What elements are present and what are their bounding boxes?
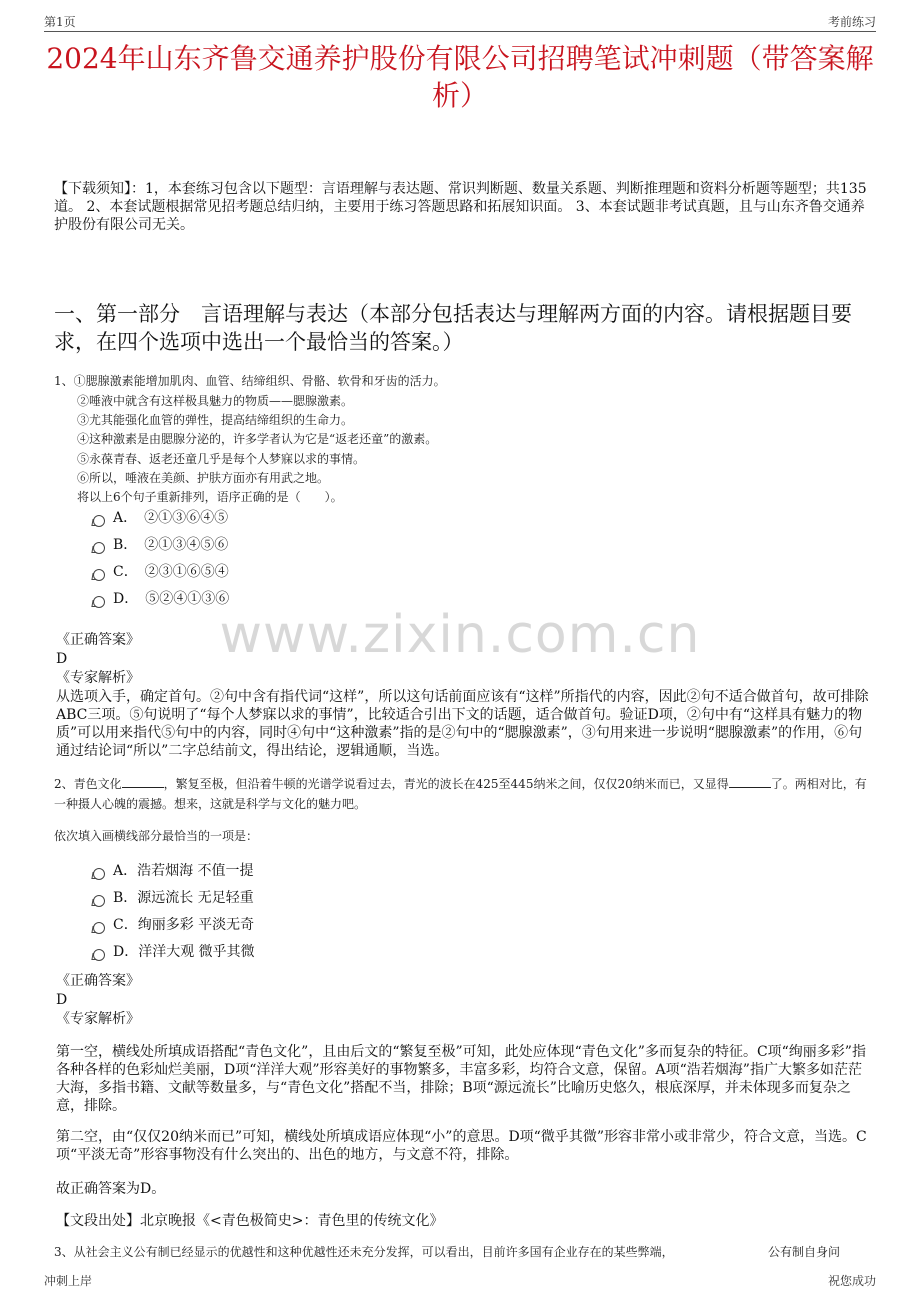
option-label: D． ⑤②④①③⑥: [113, 591, 230, 607]
option-label: C．绚丽多彩 平淡无奇: [113, 917, 255, 933]
q1-analysis-label: 《专家解析》: [56, 670, 140, 686]
question-3-tail: 公有制自身问: [768, 1245, 841, 1259]
option-label: B．源远流长 无足轻重: [113, 890, 254, 906]
option-label: C． ②③①⑥⑤④: [113, 564, 229, 580]
q2-analysis-para-3: 故正确答案为D。: [56, 1181, 166, 1197]
q1-option-b[interactable]: [93, 535, 228, 555]
radio-icon[interactable]: [93, 569, 105, 581]
radio-icon[interactable]: [93, 922, 105, 934]
download-notice: 【下载须知】：1，本套练习包含以下题型：言语理解与表达题、常识判断题、数量关系题、判断推理题和资料分析题等题型；共135道。 2、本套试题根据常见招考题总结归纳，主要用于练习答题思路和拓展知识面。 3、本套试题非考试真题，且与山东齐鲁交通养护股份有限公司无关。: [54, 181, 867, 233]
question-2-prompt: 依次填入画横线部分最恰当的一项是：: [54, 829, 259, 843]
q2-answer-label: 《正确答案》: [56, 973, 140, 989]
question-1-line-1: 1、①腮腺激素能增加肌肉、血管、结缔组织、骨骼、软骨和牙齿的活力。: [54, 374, 446, 388]
question-3-stem: 3、从社会主义公有制已经显示的优越性和这种优越性还未充分发挥，可以看出，目前许多国有企业存在的某些弊端，: [54, 1245, 674, 1259]
q2-answer: D: [56, 992, 68, 1008]
fill-blank-2: [729, 776, 771, 788]
q2-analysis-label: 《专家解析》: [56, 1011, 140, 1027]
q1-analysis: 从选项入手，确定首句。②句中含有指代词“这样”，所以这句话前面应该有“这样”所指代的内容，因此②句不适合做首句，故可排除ABC三项。⑤句说明了“每个人梦寐以求的事情”，比较适合引出下文的话题，适合做首句。验证D项，②句中有“这样具有魅力的物质”可以用来指代⑤句中的内容，同时④句中“这种激素”指的是②句中的“腮腺激素”，③句用来进一步说明“腮腺激素”的作用，⑥句通过结论词“所以”二字总结前文，得出结论，逻辑通顺，当选。: [56, 689, 869, 759]
q1-answer: D: [56, 651, 68, 667]
question-1-line-5: ⑤永葆青春、返老还童几乎是每个人梦寐以求的事情。: [77, 452, 366, 466]
question-1-line-2: ②唾液中就含有这样极具魅力的物质——腮腺激素。: [77, 394, 354, 408]
radio-icon[interactable]: [93, 895, 105, 907]
radio-icon[interactable]: [93, 542, 105, 554]
radio-icon[interactable]: [93, 949, 105, 961]
q2-option-a[interactable]: [93, 861, 254, 881]
q1-option-d[interactable]: [93, 589, 229, 609]
q2-option-b[interactable]: [93, 888, 254, 908]
q2-analysis-para-1: 第一空，横线处所填成语搭配“青色文化”，且由后文的“繁复至极”可知，此处应体现“青色文化”多而复杂的特征。C项“绚丽多彩”指各种各样的色彩灿烂美丽，D项“洋洋大观”形容美好的事物繁多，丰富多彩，均符合文意，保留。A项“浩若烟海”指广大繁多如茫茫大海，多指书籍、文献等数量多，与“青色文化”搭配不当，排除；B项“源远流长”比喻历史悠久，根底深厚，并未体现多而复杂之意，排除。: [56, 1044, 866, 1114]
radio-icon[interactable]: [93, 868, 105, 880]
page-number: 第1页: [44, 15, 76, 29]
question-1-line-6: ⑥所以，唾液在美颜、护肤方面亦有用武之地。: [77, 471, 330, 485]
q2-source: 【文段出处】北京晚报《<青色极简史>：青色里的传统文化》: [56, 1213, 444, 1229]
watermark: www.zixin.com.cn: [219, 605, 701, 665]
question-1-prompt: 将以上6个句子重新排列，语序正确的是（ ）。: [77, 490, 343, 504]
q2-option-d[interactable]: [93, 942, 255, 962]
header-divider: [44, 31, 876, 32]
header-label: 考前练习: [827, 15, 876, 29]
question-1-line-4: ④这种激素是由腮腺分泌的，许多学者认为它是“返老还童”的激素。: [77, 432, 438, 446]
radio-icon[interactable]: [93, 596, 105, 608]
option-label: B． ②①③④⑤⑥: [113, 537, 229, 553]
question-1-line-3: ③尤其能强化血管的弹性，提高结缔组织的生命力。: [77, 413, 354, 427]
document-title: 2024年山东齐鲁交通养护股份有限公司招聘笔试冲刺题（带答案解析）: [46, 42, 874, 112]
q1-answer-label: 《正确答案》: [56, 632, 140, 648]
footer-left: 冲刺上岸: [44, 1274, 93, 1288]
section-heading: 一、第一部分 言语理解与表达（本部分包括表达与理解两方面的内容。请根据题目要求，在四个选项中选出一个最恰当的答案。）: [54, 302, 852, 354]
question-2-stem: 2、青色文化 ，繁复至极，但沿着牛顿的光谱学说看过去，青光的波长在425至445纳米之间，仅仅20纳米而已，又显得 了。两相对比，有一种摄人心魄的震撼。想来，这就是科学与文化的魅力吧。: [54, 777, 867, 811]
q2-option-c[interactable]: [93, 915, 254, 935]
radio-icon[interactable]: [93, 515, 105, 527]
option-label: A．浩若烟海 不值一提: [113, 863, 254, 879]
q1-option-c[interactable]: [93, 562, 229, 582]
q1-option-a[interactable]: [93, 508, 228, 528]
option-label: A． ②①③⑥④⑤: [113, 510, 229, 526]
q2-analysis-para-2: 第二空，由“仅仅20纳米而已”可知，横线处所填成语应体现“小”的意思。D项“微乎其微”形容非常小或非常少，符合文意，当选。C项“平淡无奇”形容事物没有什么突出的、出色的地方，与文意不符，排除。: [56, 1129, 867, 1163]
fill-blank-1: [122, 776, 164, 788]
option-label: D．洋洋大观 微乎其微: [113, 944, 255, 960]
footer-right: 祝您成功: [827, 1274, 876, 1288]
